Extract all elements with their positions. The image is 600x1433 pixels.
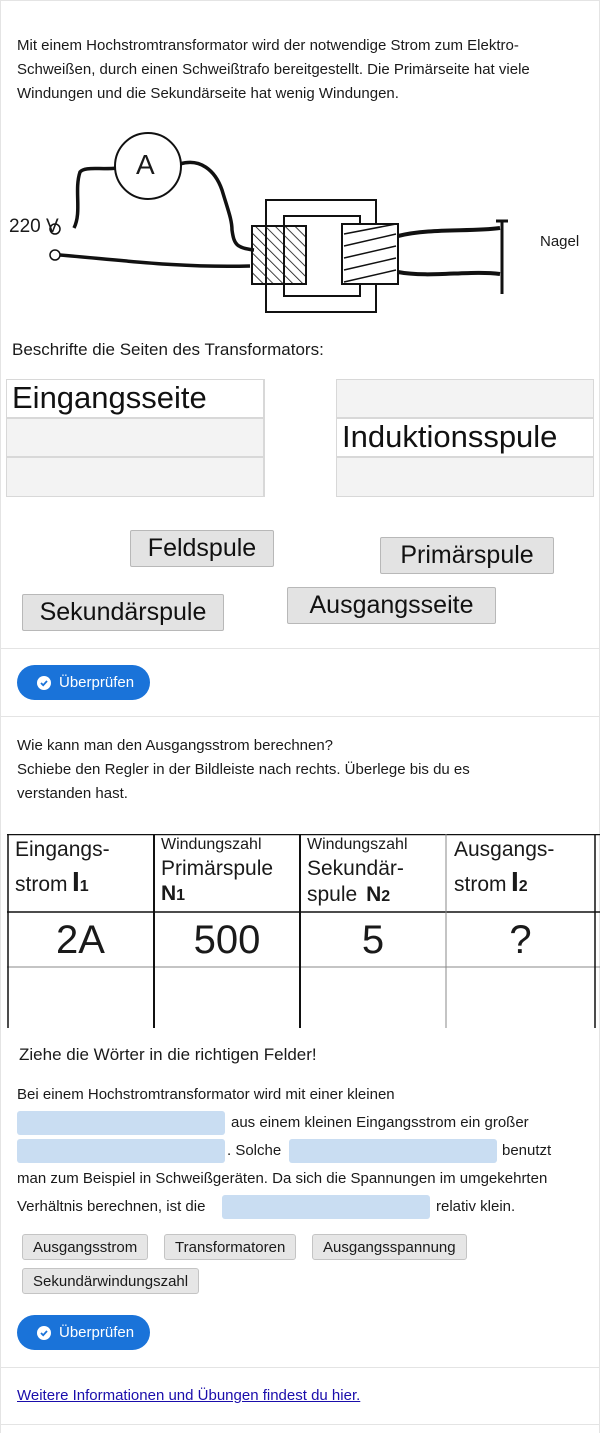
terminal-bottom bbox=[50, 250, 60, 260]
check-button-label: Überprüfen bbox=[59, 674, 135, 691]
col4-bottom-wrap bbox=[454, 866, 528, 898]
col1-bottom: strom bbox=[15, 873, 68, 896]
cloze-text: Verhältnis berechnen, ist die bbox=[17, 1198, 206, 1215]
cloze-text: Bei einem Hochstromtransformator wird mit einer kleinen bbox=[17, 1086, 395, 1103]
transformer-diagram bbox=[0, 120, 600, 330]
calc-line: Schiebe den Regler in der Bildleiste nach rechts. Überlege bis du es bbox=[17, 761, 470, 778]
primary-coil bbox=[252, 226, 306, 284]
cloze-text: aus einem kleinen Eingangsstrom ein großer bbox=[231, 1114, 529, 1131]
col4-bottom: strom bbox=[454, 873, 507, 896]
intro-paragraph bbox=[17, 34, 592, 106]
top-divider bbox=[0, 0, 600, 1]
col2-symbol-wrap bbox=[161, 882, 185, 906]
drop-cell-r3-right[interactable] bbox=[336, 457, 594, 497]
value-input-current: 2A bbox=[56, 918, 105, 962]
draggable-chip[interactable]: Feldspule bbox=[130, 530, 274, 567]
cloze-text: benutzt bbox=[502, 1142, 552, 1159]
more-info-link[interactable]: Weitere Informationen und Übungen findest du hier. bbox=[17, 1387, 361, 1404]
calc-paragraph bbox=[17, 734, 592, 806]
grid-middle-column bbox=[264, 379, 337, 497]
ammeter-label: A bbox=[136, 149, 155, 180]
col2-sub: 1 bbox=[176, 887, 186, 904]
draggable-chip[interactable]: Sekundärspule bbox=[22, 594, 224, 631]
drop-gap[interactable] bbox=[289, 1139, 497, 1163]
section-divider bbox=[0, 648, 600, 649]
col2-symbol: N bbox=[161, 882, 177, 905]
col2-mid: Primärspule bbox=[161, 857, 274, 880]
value-primary-turns: 500 bbox=[193, 918, 261, 962]
section-divider bbox=[0, 1367, 600, 1368]
cloze-text: relativ klein. bbox=[436, 1198, 516, 1215]
col1-top: Eingangs- bbox=[15, 838, 110, 861]
section-divider bbox=[0, 716, 600, 717]
col3-symbol: N bbox=[366, 883, 382, 906]
current-table-image bbox=[7, 834, 600, 1028]
drop-cell-r3-left[interactable] bbox=[6, 457, 264, 497]
col1-sub: 1 bbox=[79, 878, 89, 895]
intro-line: Mit einem Hochstromtransformator wird der notwendige Strom zum Elektro- bbox=[17, 37, 519, 54]
word-chip[interactable]: Ausgangsstrom bbox=[22, 1234, 148, 1260]
cloze-text: . Solche bbox=[227, 1142, 282, 1159]
word-chip[interactable]: Ausgangsspannung bbox=[312, 1234, 467, 1260]
calc-line: Wie kann man den Ausgangsstrom berechnen? bbox=[17, 737, 334, 754]
check-button-label: Überprüfen bbox=[59, 1324, 135, 1341]
drop-cell-r2-right[interactable] bbox=[336, 418, 594, 457]
wire-top-right bbox=[180, 162, 254, 250]
col1-bottom-wrap bbox=[15, 866, 89, 898]
col1-symbol: I bbox=[71, 866, 80, 897]
intro-line: Windungen und die Sekundärseite hat wenig Windungen. bbox=[17, 85, 399, 102]
col3-small: Windungszahl bbox=[307, 836, 408, 853]
check-circle-icon bbox=[37, 1326, 51, 1340]
col4-sub: 2 bbox=[518, 878, 528, 895]
nail-label: Nagel bbox=[540, 233, 580, 250]
wire-top-left bbox=[74, 168, 118, 228]
col3-mid1: Sekundär- bbox=[307, 857, 404, 880]
col3-mid2: spule bbox=[307, 883, 358, 906]
drop-gap[interactable] bbox=[222, 1195, 430, 1219]
drop-cell-r1-left[interactable] bbox=[6, 379, 264, 418]
col2-small: Windungszahl bbox=[161, 836, 262, 853]
draggable-chip[interactable]: Ausgangsseite bbox=[287, 587, 496, 624]
section-divider bbox=[0, 1424, 600, 1425]
col4-symbol: I bbox=[510, 866, 519, 897]
draggable-chip[interactable]: Primärspule bbox=[380, 537, 554, 574]
check-button[interactable] bbox=[17, 1315, 150, 1350]
check-circle-icon bbox=[37, 676, 51, 690]
intro-line: Schweißen, durch einen Schweißtrafo bereitgestellt. Die Primärseite hat viele bbox=[17, 61, 530, 78]
transformer-svg bbox=[0, 120, 600, 330]
cloze-text: man zum Beispiel in Schweißgeräten. Da sich die Spannungen im umgekehrten bbox=[17, 1170, 548, 1187]
drop-grid bbox=[6, 379, 594, 497]
output-wire-bottom bbox=[398, 272, 500, 274]
drop-cell-r1-right[interactable] bbox=[336, 379, 594, 418]
voltage-label: 220 V bbox=[9, 216, 59, 237]
label-instruction: Beschrifte die Seiten des Transformators: bbox=[12, 340, 324, 359]
wire-bottom bbox=[60, 255, 250, 266]
word-chip[interactable]: Sekundärwindungszahl bbox=[22, 1268, 199, 1294]
col4-top: Ausgangs- bbox=[454, 838, 555, 861]
drop-gap[interactable] bbox=[17, 1111, 225, 1135]
col3-sub: 2 bbox=[381, 888, 391, 905]
col3-bottom-wrap bbox=[307, 882, 390, 907]
output-wire-top bbox=[398, 228, 500, 236]
check-button[interactable] bbox=[17, 665, 150, 700]
cloze-heading: Ziehe die Wörter in die richtigen Felder! bbox=[19, 1045, 317, 1064]
calc-line: verstanden hast. bbox=[17, 785, 128, 802]
value-secondary-turns: 5 bbox=[361, 918, 385, 962]
word-chip[interactable]: Transformatoren bbox=[164, 1234, 296, 1260]
drop-cell-r2-left[interactable] bbox=[6, 418, 264, 457]
drop-gap[interactable] bbox=[17, 1139, 225, 1163]
value-output-current: ? bbox=[509, 918, 532, 962]
placed-label[interactable]: Induktionsspule bbox=[342, 419, 558, 454]
placed-label[interactable]: Eingangsseite bbox=[12, 380, 207, 415]
